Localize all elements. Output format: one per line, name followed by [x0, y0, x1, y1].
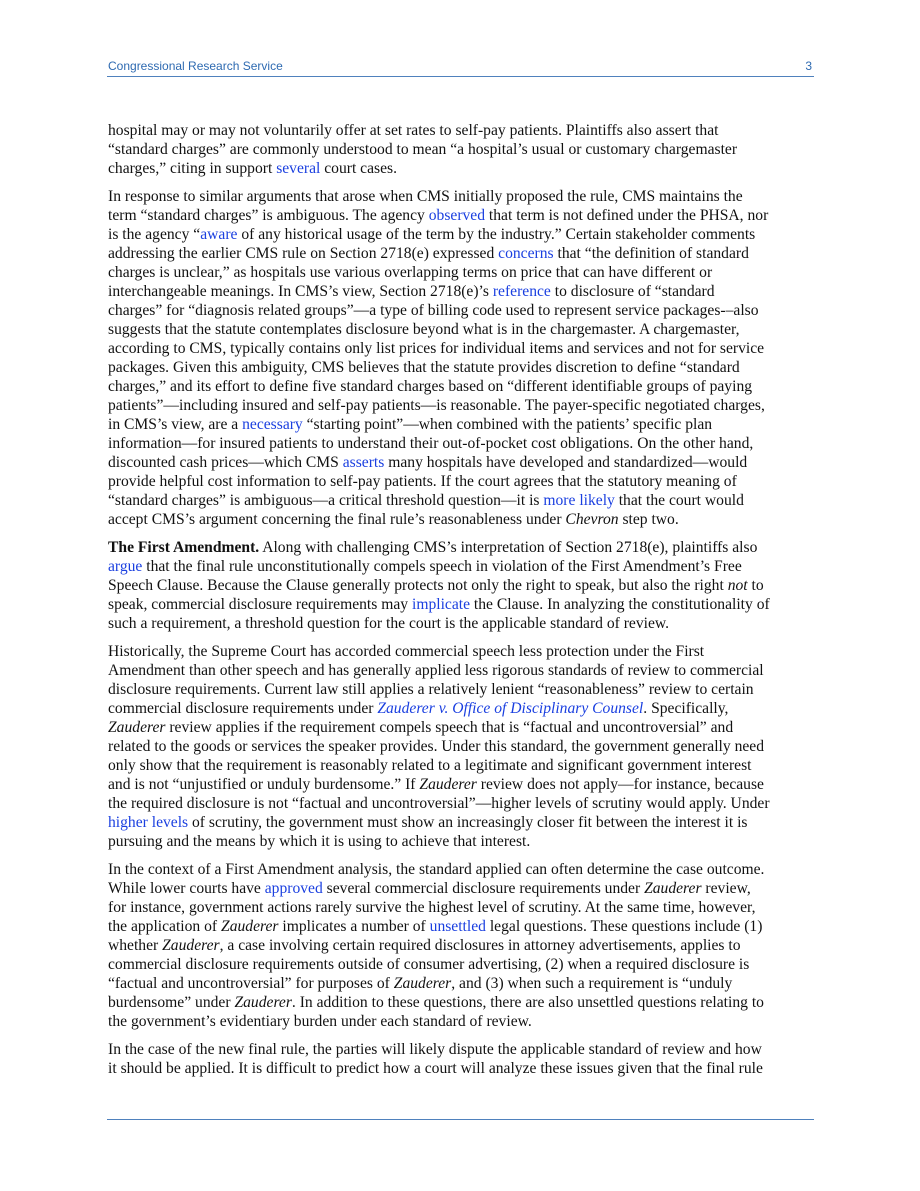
text-line — [108, 955, 814, 974]
paragraph — [108, 642, 814, 851]
text-run: addressing the earlier CMS rule on Section 2718(e) expressed — [108, 245, 499, 262]
text-run: information—for insured patients to understand their out-of-pocket cost obligations. On the other hand, — [108, 435, 754, 452]
citation-link[interactable]: concerns — [498, 245, 554, 262]
text-run: charges” for “diagnosis related groups”—a type of billing code used to represent service packages-–also — [108, 302, 759, 319]
text-line — [108, 813, 814, 832]
text-run: commercial disclosure requirements under — [108, 700, 378, 717]
text-run: legal questions. These questions include (1) — [485, 918, 763, 935]
text-run: to — [747, 577, 764, 594]
text-run: that “the definition of standard — [553, 245, 749, 262]
text-line — [108, 794, 814, 813]
text-run: In response to similar arguments that arose when CMS initially proposed the rule, CMS maintains the — [108, 188, 743, 205]
paragraph — [108, 860, 814, 1031]
text-run: . In addition to these questions, there are also unsettled questions relating to — [291, 994, 764, 1011]
text-run: patients”—including insured and self-pay patients—is reasonable. The payer-specific negotiated charges, — [108, 397, 765, 414]
text-line — [108, 538, 814, 557]
italic-text: Zauderer — [419, 776, 477, 793]
text-run: charges,” and its effort to define five standard charges based on “different identifiable groups of paying — [108, 378, 753, 395]
text-line — [108, 860, 814, 879]
text-line — [108, 595, 814, 614]
text-run: several commercial disclosure requirements under — [322, 880, 645, 897]
text-run: it should be applied. It is difficult to predict how a court will analyze these issues given that the final rule — [108, 1060, 763, 1077]
italic-text: Zauderer — [234, 994, 292, 1011]
text-line — [108, 159, 814, 178]
text-line — [108, 642, 814, 661]
text-run: step two. — [618, 511, 679, 528]
text-line — [108, 140, 814, 159]
document-body — [108, 121, 814, 1087]
text-run: the application of — [108, 918, 222, 935]
text-run: Amendment than other speech and has generally applied less rigorous standards of review to commercial — [108, 662, 764, 679]
text-run: related to the goods or services the speaker provides. Under this standard, the government generally need — [108, 738, 765, 755]
citation-link[interactable]: several — [276, 160, 321, 177]
text-line — [108, 187, 814, 206]
text-run: the government’s evidentiary burden under each standard of review. — [108, 1013, 532, 1030]
text-run: While lower courts have — [108, 880, 265, 897]
text-line — [108, 576, 814, 595]
paragraph — [108, 121, 814, 178]
text-line — [108, 775, 814, 794]
text-run: suggests that the statute contemplates disclosure beyond what is in the chargemaster. A chargemaster, — [108, 321, 740, 338]
paragraph — [108, 187, 814, 529]
text-line — [108, 263, 814, 282]
citation-link[interactable]: Zauderer v. Office of Disciplinary Counsel — [377, 700, 644, 717]
text-run: of scrutiny, the government must show an increasingly closer fit between the interest it is — [188, 814, 748, 831]
text-run: burdensome” under — [108, 994, 235, 1011]
citation-link[interactable]: reference — [492, 283, 551, 300]
text-run: In the context of a First Amendment analysis, the standard applied can often determine the case outcome. — [108, 861, 765, 878]
text-line — [108, 974, 814, 993]
citation-link[interactable]: unsettled — [429, 918, 486, 935]
citation-link[interactable]: asserts — [342, 454, 385, 471]
text-line — [108, 917, 814, 936]
text-line — [108, 415, 814, 434]
text-line — [108, 718, 814, 737]
text-line — [108, 244, 814, 263]
text-run: term “standard charges” is ambiguous. The agency — [108, 207, 429, 224]
text-run: speak, commercial disclosure requirements may — [108, 596, 412, 613]
text-run: pursuing and the means by which it is using to achieve that interest. — [108, 833, 531, 850]
text-line — [108, 661, 814, 680]
text-line — [108, 993, 814, 1012]
text-run: provide helpful cost information to self-pay patients. If the court agrees that the statutory meaning of — [108, 473, 737, 490]
italic-text: Zauderer — [162, 937, 220, 954]
text-line — [108, 699, 814, 718]
text-run: according to CMS, typically contains only list prices for individual items and services and not for service — [108, 340, 765, 357]
text-line — [108, 936, 814, 955]
text-run: implicates a number of — [278, 918, 430, 935]
text-run: that term is not defined under the PHSA, nor — [485, 207, 769, 224]
text-run: “starting point”—when combined with the patients’ specific plan — [302, 416, 713, 433]
text-run: commercial disclosure requirements outside of consumer advertising, (2) when a required disclosure is — [108, 956, 750, 973]
text-run: hospital may or may not voluntarily offer at set rates to self-pay patients. Plaintiffs also assert that — [108, 122, 719, 139]
text-run: charges,” citing in support — [108, 160, 277, 177]
header-publisher: Congressional Research Service — [108, 59, 283, 73]
text-line — [108, 320, 814, 339]
text-run: discounted cash prices—which CMS — [108, 454, 343, 471]
text-run: charges is unclear,” as hospitals use various overlapping terms on price that can have different or — [108, 264, 713, 281]
text-line — [108, 396, 814, 415]
text-run: in CMS’s view, are a — [108, 416, 243, 433]
text-run: interchangeable meanings. In CMS’s view, Section 2718(e)’s — [108, 283, 493, 300]
text-line — [108, 832, 814, 851]
text-line — [108, 377, 814, 396]
text-line — [108, 121, 814, 140]
text-line — [108, 898, 814, 917]
page-number: 3 — [805, 59, 812, 73]
text-line — [108, 301, 814, 320]
text-run: of any historical usage of the term by the industry.” Certain stakeholder comments — [237, 226, 756, 243]
text-run: review applies if the requirement compels speech that is “factual and uncontroversial” and — [165, 719, 734, 736]
citation-link[interactable]: higher levels — [108, 814, 189, 831]
text-line — [108, 1012, 814, 1031]
text-run: the Clause. In analyzing the constitutionality of — [470, 596, 770, 613]
text-run: “factual and uncontroversial” for purposes of — [108, 975, 394, 992]
italic-text: Zauderer — [393, 975, 452, 992]
italic-text: Zauderer — [644, 880, 702, 897]
text-line — [108, 453, 814, 472]
text-line — [108, 879, 814, 898]
text-run: . Specifically, — [643, 700, 729, 717]
citation-link[interactable]: more likely — [543, 492, 615, 509]
section-heading: The First Amendment. — [108, 539, 260, 556]
text-run: , a case involving certain required disclosures in attorney advertisements, applies to — [219, 937, 741, 954]
text-line — [108, 1059, 814, 1078]
text-run: accept CMS’s argument concerning the final rule’s reasonableness under — [108, 511, 566, 528]
text-run: Speech Clause. Because the Clause generally protects not only the right to speak, but also the right — [108, 577, 728, 594]
text-line — [108, 282, 814, 301]
text-line — [108, 434, 814, 453]
text-line — [108, 358, 814, 377]
text-run: that the final rule unconstitutionally compels speech in violation of the First Amendment’s Free — [142, 558, 742, 575]
text-run: review, — [701, 880, 751, 897]
text-line — [108, 510, 814, 529]
italic-text: Zauderer — [221, 918, 279, 935]
text-run: that the court would — [614, 492, 744, 509]
italic-text: not — [727, 577, 748, 594]
citation-link[interactable]: aware — [200, 226, 238, 243]
citation-link[interactable]: approved — [264, 880, 323, 897]
paragraph — [108, 1040, 814, 1078]
text-run: review does not apply—for instance, because — [476, 776, 764, 793]
text-run: many hospitals have developed and standardized—would — [384, 454, 748, 471]
text-line — [108, 680, 814, 699]
paragraph — [108, 538, 814, 633]
text-line — [108, 737, 814, 756]
text-run: is the agency “ — [108, 226, 201, 243]
text-run: court cases. — [320, 160, 397, 177]
citation-link[interactable]: argue — [108, 558, 143, 575]
text-line — [108, 206, 814, 225]
text-run: and is not “unjustified or unduly burdensome.” If — [108, 776, 420, 793]
citation-link[interactable]: observed — [428, 207, 486, 224]
text-line — [108, 225, 814, 244]
text-run: , and (3) when such a requirement is “unduly — [451, 975, 733, 992]
text-line — [108, 1040, 814, 1059]
text-run: “standard charges” are commonly understood to mean “a hospital’s usual or customary chargemaster — [108, 141, 738, 158]
text-run: Along with challenging CMS’s interpretation of Section 2718(e), plaintiffs also — [259, 539, 758, 556]
page-header — [107, 58, 814, 77]
citation-link[interactable]: implicate — [411, 596, 471, 613]
text-run: whether — [108, 937, 163, 954]
text-line — [108, 472, 814, 491]
text-run: the required disclosure is not “factual and uncontroversial”—higher levels of scrutiny would apply. Under — [108, 795, 770, 812]
footer-rule — [107, 1119, 814, 1120]
text-run: In the case of the new final rule, the parties will likely dispute the applicable standard of review and how — [108, 1041, 762, 1058]
text-run: disclosure requirements. Current law still applies a relatively lenient “reasonableness” review to certain — [108, 681, 754, 698]
italic-text: Chevron — [565, 511, 619, 528]
text-run: Historically, the Supreme Court has accorded commercial speech less protection under the First — [108, 643, 705, 660]
citation-link[interactable]: necessary — [242, 416, 303, 433]
text-line — [108, 557, 814, 576]
text-run: such a requirement, a threshold question for the court is the applicable standard of review. — [108, 615, 670, 632]
text-line — [108, 614, 814, 633]
italic-text: Zauderer — [108, 719, 166, 736]
text-run: packages. Given this ambiguity, CMS believes that the statute provides discretion to define “standard — [108, 359, 740, 376]
text-line — [108, 339, 814, 358]
text-line — [108, 491, 814, 510]
text-run: to disclosure of “standard — [550, 283, 715, 300]
text-line — [108, 756, 814, 775]
text-run: “standard charges” is ambiguous—a critical threshold question—it is — [108, 492, 544, 509]
text-run: only show that the requirement is reasonably related to a legitimate and significant government interest — [108, 757, 752, 774]
text-run: for instance, government actions rarely survive the highest level of scrutiny. At the same time, however, — [108, 899, 756, 916]
